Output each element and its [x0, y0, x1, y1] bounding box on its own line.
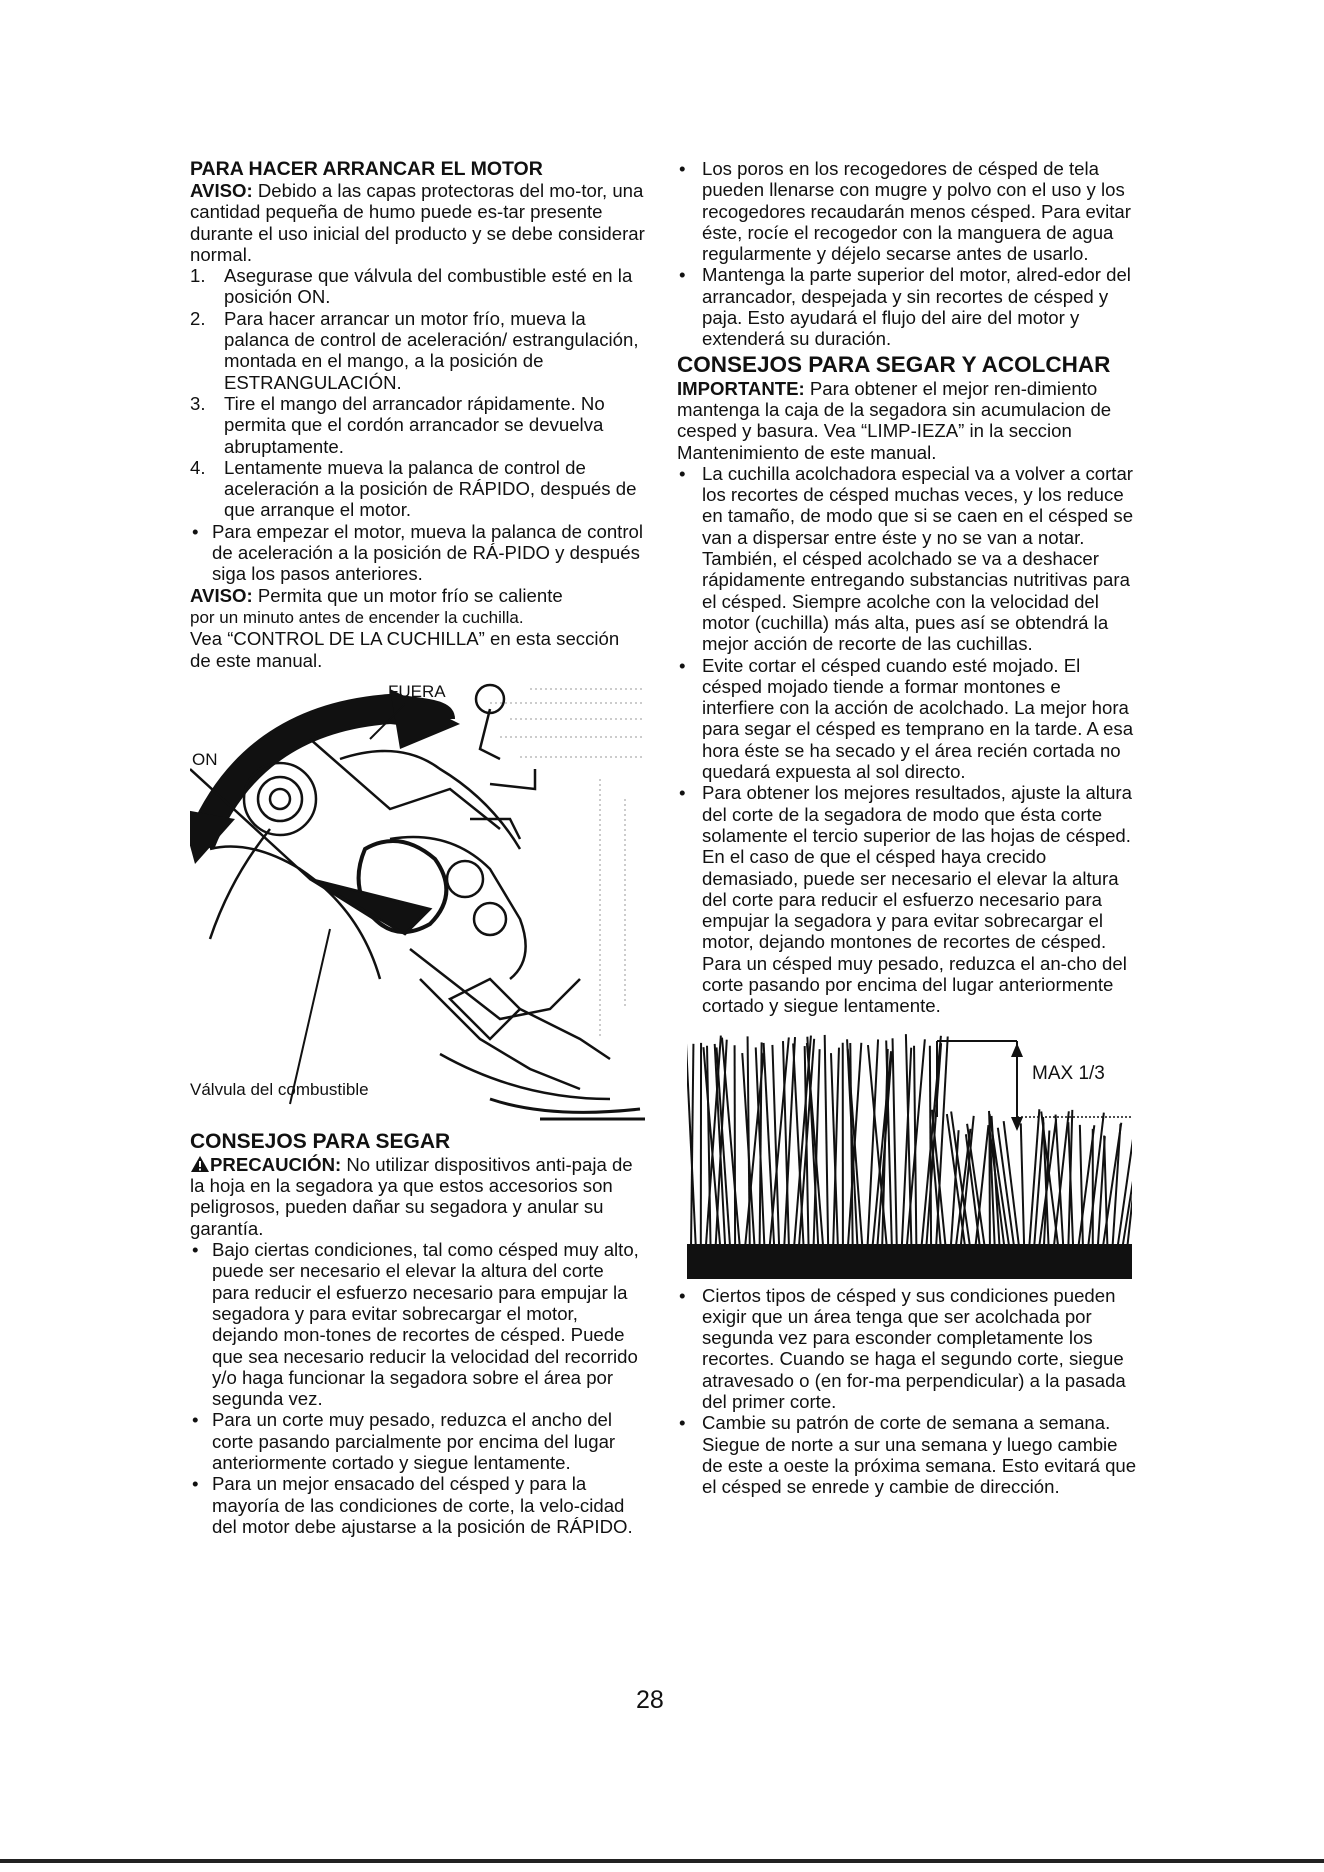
bullet-mark: • — [679, 158, 686, 179]
grass-blade — [1021, 1123, 1024, 1249]
step-item — [190, 393, 645, 457]
step-text: Asegurase que válvula del combustible esté en la posición ON. — [224, 265, 633, 308]
left-column — [190, 158, 645, 1537]
bullet-text: Los poros en los recogedores de césped de tela pueden llenarse con mugre y polvo con el uso y los recogedores recaudarán menos césped. Para evitar éste, rocíe el recogedor con la manguera de agua regularmente y déjelo secarse antes de usarlo. — [702, 158, 1131, 265]
grass-blade — [735, 1045, 736, 1249]
aviso-text-small: por un minuto antes de encender la cuchilla. — [190, 607, 524, 627]
aviso-text-rest: Vea “CONTROL DE LA CUCHILLA” en esta sección de este manual. — [190, 628, 620, 671]
bullet-mark: • — [192, 1239, 199, 1261]
grass-height-figure — [687, 1029, 1142, 1279]
importante-label: IMPORTANTE: — [677, 377, 805, 399]
start-engine-heading: PARA HACER ARRANCAR EL MOTOR — [190, 158, 543, 180]
aviso-label: AVISO: — [190, 180, 253, 201]
right-column — [677, 158, 1137, 1498]
aviso-text: Debido a las capas protectoras del mo-tor, una cantidad pequeña de humo puede es-tar presente durante el uso inicial del producto y se debe considerar normal. — [190, 180, 645, 265]
list-item — [190, 1473, 645, 1537]
bullet-mark: • — [679, 654, 686, 676]
start-steps — [190, 265, 645, 521]
mowing-tips-heading: CONSEJOS PARA SEGAR — [190, 1129, 451, 1153]
mowing-tips-list — [190, 1239, 645, 1537]
grass-blade — [722, 1037, 740, 1248]
grass-blade — [893, 1038, 897, 1249]
list-item — [677, 158, 1137, 264]
mulch-tips-heading: CONSEJOS PARA SEGAR Y ACOLCHAR — [677, 351, 1111, 377]
step-item — [190, 265, 645, 308]
bullet-text: Mantenga la parte superior del motor, alred-edor del arrancador, despejada y sin recortes de césped y paja. Esto ayudará el flujo del aire del motor y extenderá su duración. — [702, 264, 1131, 350]
grass-blade — [914, 1045, 916, 1248]
grass-blade — [930, 1045, 931, 1248]
figure-label-fuera: FUERA — [388, 681, 446, 701]
bullet-mark: • — [679, 1284, 686, 1306]
list-item — [190, 521, 645, 585]
bullet-text: Ciertos tipos de césped y sus condiciones pueden exigir que un área tenga que ser acolchada por segunda vez para esconder completamente los recortes. Cuando se haga el segundo corte, siegue atravesado o (en for-ma perpendicular) a la pasada del primer corte. — [702, 1284, 1126, 1413]
grass-blade — [1029, 1109, 1039, 1249]
step-text: Tire el mango del arrancador rápidamente. No permita que el cordón arrancador se devuelva abruptamente. — [224, 392, 605, 457]
figure-label-valve: Válvula del combustible — [190, 1079, 369, 1099]
page-number: 28 — [636, 1686, 664, 1714]
bullet-text: Para un mejor ensacado del césped y para la mayoría de las condiciones de corte, la velo-cidad del motor debe ajustarse a la posición de RÁPIDO. — [212, 1473, 633, 1537]
bullet-mark: • — [192, 1409, 199, 1431]
aviso-warmup-paragraph — [190, 585, 645, 671]
importante-paragraph — [677, 378, 1137, 463]
caution-label: PRECAUCIÓN: — [210, 1153, 342, 1175]
list-item — [677, 264, 1137, 349]
caution-paragraph — [190, 1154, 645, 1239]
importante-text: Para obtener el mejor ren-dimiento mantenga la caja de la segadora sin acumulacion de cesped y basura. Vea “LIMP-IEZA” in la seccion Mantenimiento de este manual. — [677, 377, 1112, 463]
bullet-text: Bajo ciertas condiciones, tal como césped muy alto, puede ser necesario el elevar la altura del corte para reducir el esfuerzo necesario para empujar la segadora y para evitar sobrecargar el motor, dejando mon-tones de recortes de césped. Puede que sea necesario reducir la velocidad del recorrido y/o haga funcionar la segadora sobre el área por segunda vez. — [212, 1239, 639, 1410]
bullet-mark: • — [679, 264, 686, 286]
aviso-paragraph — [190, 180, 645, 265]
step-number: 1. — [190, 265, 206, 287]
bullet-mark: • — [679, 1412, 686, 1434]
step-item — [190, 457, 645, 521]
mulch-tips-list — [677, 463, 1137, 1017]
list-item — [677, 463, 1137, 655]
aviso-text: Permita que un motor frío se caliente — [252, 584, 563, 606]
bullet-text: La cuchilla acolchadora especial va a volver a cortar los recortes de césped muchas veces, y los reduce en tamaño, de modo que si se caen en el césped se van a dispersar entre éste y no se van a notar. También, el césped acolchado se va a deshacer rápidamente entregando substancias nutritivas para el césped. Siempre acolche con la velocidad del motor (cuchilla) más alta, pues así se obtendrá la mejor acción de recorte de las cuchillas. — [702, 462, 1134, 655]
bullet-text: Evite cortar el césped cuando esté mojado. El césped mojado tiende a formar montones e interfiere con la acción de acolchado. La mejor hora para segar el césped es temprano en la tarde. A esa hora éste se ha secado y el área recién cortada no quedará expuesta al sol directo. — [702, 654, 1134, 783]
grass-blade — [947, 1114, 966, 1249]
step-text: Lentamente mueva la palanca de control de aceleración a la posición de RÁPIDO, después de que arranque el motor. — [224, 456, 637, 521]
list-item — [190, 1409, 645, 1473]
list-item — [190, 1239, 645, 1409]
step-number: 3. — [190, 392, 206, 414]
bullet-mark: • — [679, 462, 686, 484]
fuel-valve-figure — [190, 679, 645, 1124]
max-cut-label: MAX 1/3 — [1032, 1062, 1105, 1084]
catcher-tips-list — [677, 158, 1137, 350]
start-bullet-list — [190, 521, 645, 585]
figure-label-on: ON — [192, 749, 218, 769]
scan-edge-line — [0, 1859, 1324, 1863]
step-text: Para hacer arrancar un motor frío, mueva la palanca de control de aceleración/ estrangulación, montada en el mango, a la posición de ESTRANGULACIÓN. — [224, 307, 639, 393]
bullet-mark: • — [192, 1473, 199, 1495]
bullet-text: Para empezar el motor, mueva la palanca de control de aceleración a la posición de RÁ-PIDO y después siga los pasos anteriores. — [212, 520, 643, 585]
list-item — [677, 1412, 1137, 1497]
warning-triangle-icon — [190, 1155, 210, 1173]
bullet-mark: • — [679, 782, 686, 804]
list-item — [677, 655, 1137, 783]
grass-blade — [825, 1035, 829, 1249]
bullet-mark: • — [192, 520, 199, 542]
fuel-valve-illustration — [190, 679, 645, 1124]
bullet-text: Para un corte muy pesado, reduzca el ancho del corte pasando parcialmente por encima del lugar anteriormente cortado y siegue lentamente. — [212, 1409, 616, 1473]
caution-text: No utilizar dispositivos anti-paja de la hoja en la segadora ya que estos accesorios son peligrosos, pueden dañar su segadora y anular su garantía. — [190, 1153, 633, 1239]
bullet-text: Para obtener los mejores resultados, ajuste la altura del corte de la segadora de modo que ésta corte solamente el tercio superior de las hojas de césped. En el caso de que el césped haya crecido demasiado, puede ser necesario el elevar la altura del corte para reducir el esfuerzo necesario para empujar la segadora y para evitar sobrecargar el motor, dejando montones de recortes de césped. Para un césped muy pesado, reduzca el an-cho del corte pasando por encima del lugar anteriormente cortado y siegue lentamente. — [702, 782, 1132, 1017]
list-item — [677, 1285, 1137, 1413]
step-number: 2. — [190, 307, 206, 329]
step-number: 4. — [190, 456, 206, 478]
step-item — [190, 308, 645, 393]
mulch-tips-list-continued — [677, 1285, 1137, 1498]
bullet-text: Cambie su patrón de corte de semana a semana. Siegue de norte a sur una semana y luego cambie de este a oeste la próxima semana. Esto evitará que el césped se enrede y cambie de dirección. — [702, 1412, 1137, 1498]
list-item — [677, 782, 1137, 1016]
aviso-label: AVISO: — [190, 584, 253, 606]
